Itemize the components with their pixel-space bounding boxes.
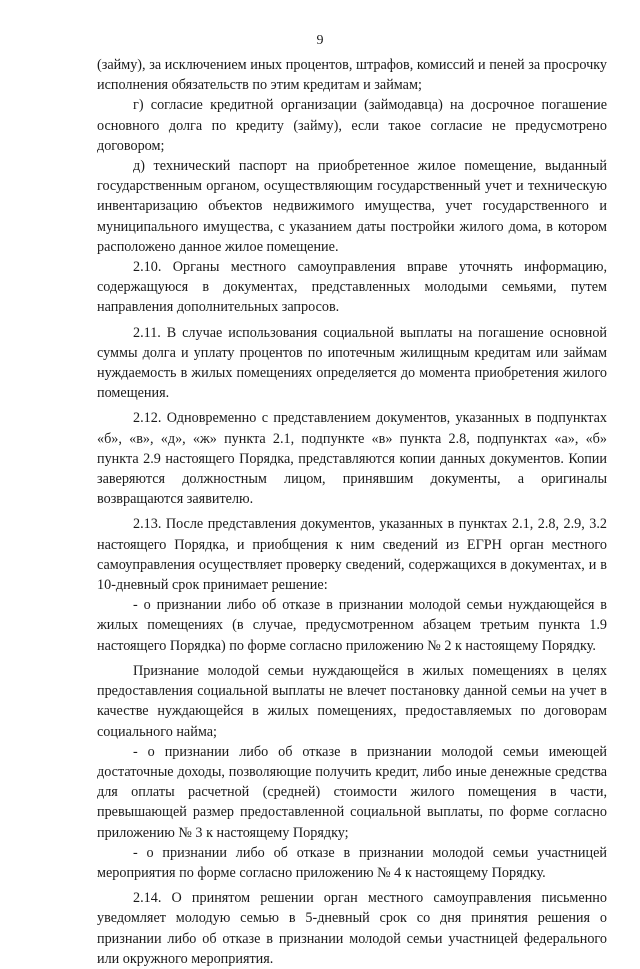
paragraph-decision-participant: - о признании либо об отказе в признании молодой семьи участницей мероприятия по форме согласно приложению № 4 к настоящему Порядку. bbox=[97, 844, 607, 881]
paragraph-loan-continuation: (займу), за исключением иных процентов, штрафов, комиссий и пеней за просрочку исполнения обязательств по этим кредитам и займам; bbox=[97, 57, 607, 94]
page-number: 9 bbox=[316, 33, 324, 48]
paragraph-2-13: 2.13. После представления документов, указанных в пунктах 2.1, 2.8, 2.9, 3.2 настоящего Порядка, и приобщения к ним сведений из ЕГРН орган местного самоуправления осуществляет проверку сведений, содержащихся в документах, и в 10-дневный срок принимает решение: bbox=[97, 516, 607, 594]
paragraph-item-d: д) технический паспорт на приобретенное жилое помещение, выданный государственным органом, осуществляющим государственный учет и техническую инвентаризацию объектов недвижимого имущества, учет государственного и муниципального имущества, с указанием даты постройки жилого дома, в котором расположено данное жилое помещение. bbox=[97, 158, 607, 255]
paragraph-2-10: 2.10. Органы местного самоуправления вправе уточнять информацию, содержащуюся в документах, представленных молодыми семьями, путем направления дополнительных запросов. bbox=[97, 259, 607, 316]
document-body bbox=[97, 55, 607, 969]
paragraph-decision-need: - о признании либо об отказе в признании молодой семьи нуждающейся в жилых помещениях (в случае, предусмотренном абзацем третьим пункта 1.9 настоящего Порядка) по форме согласно приложению № 2 к настоящему Порядку. bbox=[97, 597, 607, 654]
paragraph-2-11: 2.11. В случае использования социальной выплаты на погашение основной суммы долга и уплату процентов по ипотечным жилищным кредитам или займам нуждаемость в жилых помещениях определяется до момента приобретения жилого помещения. bbox=[97, 324, 607, 402]
paragraph-recognition-note: Признание молодой семьи нуждающейся в жилых помещениях в целях предоставления социальной выплаты не влечет постановку данной семьи на учет в качестве нуждающейся в жилых помещениях, предоставляемых по договорам социального найма; bbox=[97, 662, 607, 740]
paragraph-decision-income: - о признании либо об отказе в признании молодой семьи имеющей достаточные доходы, позволяющие получить кредит, либо иные денежные средства для оплаты расчетной (средней) стоимости жилого помещения в части, превышающей размер предоставленной социальной выплаты, по форме согласно приложению № 3 к настоящему Порядку; bbox=[97, 743, 607, 841]
paragraph-item-g: г) согласие кредитной организации (займодавца) на досрочное погашение основного долга по кредиту (займу), если такое согласие не предусмотрено договором; bbox=[97, 97, 607, 154]
paragraph-2-12: 2.12. Одновременно с представлением документов, указанных в подпунктах «б», «в», «д», «ж» пункта 2.1, подпункте «в» пункта 2.8, подпунктах «а», «б» пункта 2.9 настоящего Порядка, представляются копии данных документов. Копии заверяются должностным лицом, принявшим документы, а оригиналы возвращаются заявителю. bbox=[97, 410, 607, 508]
paragraph-2-14: 2.14. О принятом решении орган местного самоуправления письменно уведомляет молодую семью в 5-дневный срок со дня принятия решения о признании либо об отказе в признании молодой семьи участницей федерального или окружного мероприятия. bbox=[97, 890, 607, 967]
